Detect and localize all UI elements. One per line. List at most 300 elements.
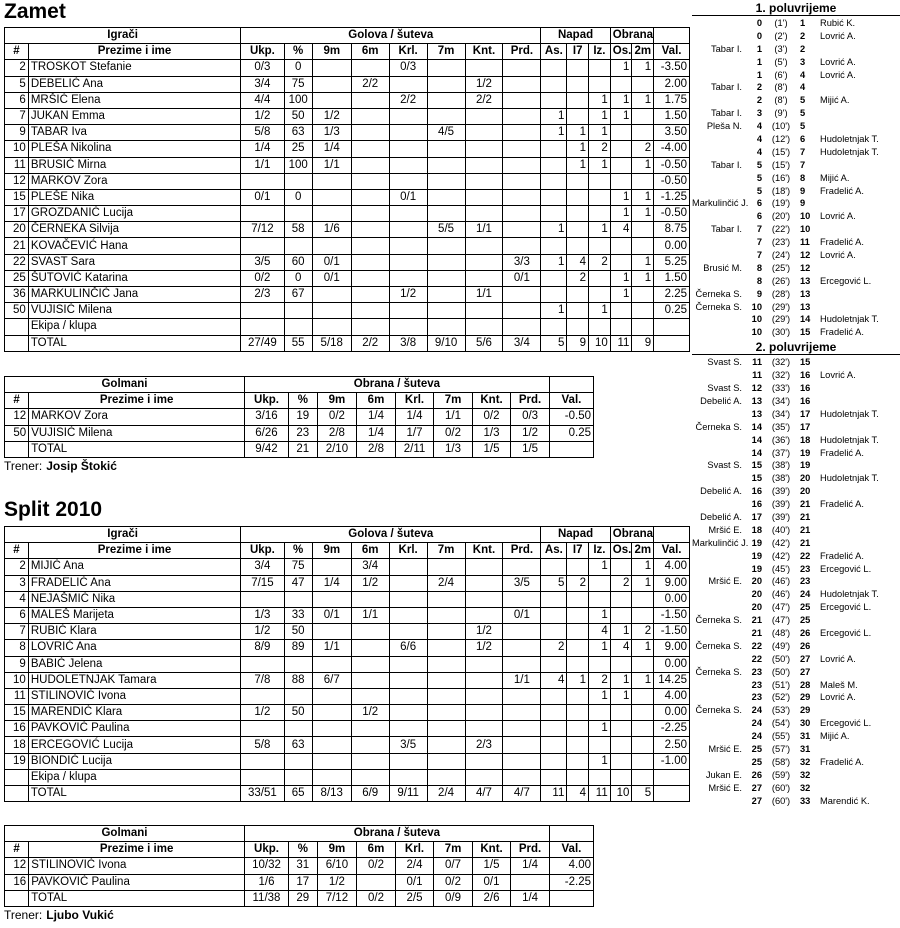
player-row bbox=[5, 688, 690, 704]
stat-cell: 16 bbox=[5, 874, 29, 890]
goal-minute: (32') bbox=[771, 357, 791, 368]
score-home: 5 bbox=[756, 172, 762, 183]
stat-cell: -3.50 bbox=[654, 60, 690, 76]
column-header-prd: Prd. bbox=[503, 543, 541, 559]
stat-cell: 0/1 bbox=[503, 270, 541, 286]
scorer-away: Fradelić A. bbox=[820, 185, 864, 196]
stat-cell bbox=[351, 173, 389, 189]
stat-cell bbox=[312, 559, 351, 575]
stat-cell: 6/6 bbox=[389, 640, 427, 656]
player-row bbox=[5, 705, 690, 721]
stat-cell bbox=[567, 60, 589, 76]
stat-cell bbox=[389, 656, 427, 672]
column-header-prezime: Prezime i ime bbox=[29, 393, 245, 409]
goal-minute: (54') bbox=[771, 718, 791, 729]
player-name: Ekipa / klupa bbox=[28, 319, 240, 335]
score-away: 4 bbox=[800, 69, 806, 80]
total-cell bbox=[654, 786, 690, 802]
column-header-knt: Knt. bbox=[472, 842, 511, 858]
goal-event bbox=[692, 69, 900, 82]
scorer-away: Ercegović L. bbox=[820, 627, 872, 638]
score-away: 2 bbox=[800, 43, 806, 54]
stat-cell bbox=[567, 769, 589, 785]
stat-cell bbox=[589, 270, 611, 286]
scorer-home: Mršić E. bbox=[708, 576, 742, 587]
stat-cell: 1/1 bbox=[434, 409, 473, 425]
total-cell: 0/9 bbox=[434, 890, 473, 906]
score-away: 32 bbox=[800, 769, 811, 780]
stat-cell: 0/1 bbox=[389, 189, 427, 205]
player-row bbox=[5, 575, 690, 591]
stat-cell: 17 bbox=[5, 206, 29, 222]
stat-cell bbox=[610, 769, 632, 785]
stat-cell bbox=[389, 769, 427, 785]
stat-cell bbox=[589, 60, 611, 76]
scorer-away: Hudoletnjak T. bbox=[820, 408, 879, 419]
stat-cell: 1 bbox=[632, 60, 654, 76]
stat-cell bbox=[389, 559, 427, 575]
stat-cell bbox=[427, 640, 465, 656]
stat-cell: 1/2 bbox=[465, 76, 503, 92]
column-header-prd: Prd. bbox=[511, 842, 550, 858]
score-away: 16 bbox=[800, 383, 811, 394]
scorer-away: Hudoletnjak T. bbox=[820, 314, 879, 325]
score-home: 0 bbox=[756, 30, 762, 41]
stat-cell: 89 bbox=[284, 640, 312, 656]
stat-cell bbox=[610, 238, 632, 254]
stat-cell bbox=[632, 319, 654, 335]
column-header-m9: 9m bbox=[312, 44, 351, 60]
score-away: 11 bbox=[800, 237, 810, 248]
stat-cell: 2/8 bbox=[317, 425, 357, 441]
score-away: 16 bbox=[800, 370, 811, 381]
half2-events bbox=[692, 356, 900, 807]
stat-cell bbox=[567, 640, 589, 656]
goal-event bbox=[692, 524, 900, 537]
stat-cell: 19 bbox=[289, 409, 318, 425]
scorer-home: Černeka S. bbox=[695, 640, 742, 651]
player-row bbox=[5, 270, 690, 286]
score-away: 6 bbox=[800, 134, 806, 145]
stat-cell: 1/1 bbox=[312, 157, 351, 173]
stat-cell: 4 bbox=[589, 624, 611, 640]
stat-cell bbox=[541, 287, 567, 303]
column-header-as: As. bbox=[541, 543, 567, 559]
player-name: HUDOLETNJAK Tamara bbox=[28, 672, 240, 688]
score-home: 18 bbox=[751, 524, 762, 535]
stat-cell: 1/2 bbox=[465, 640, 503, 656]
goal-event bbox=[692, 756, 900, 769]
stat-cell: 1/1 bbox=[465, 222, 503, 238]
stat-cell bbox=[503, 206, 541, 222]
stat-cell bbox=[284, 753, 312, 769]
stat-cell: 1 bbox=[632, 189, 654, 205]
stat-cell: 1 bbox=[632, 157, 654, 173]
stat-cell: 1/7 bbox=[395, 425, 434, 441]
stat-cell bbox=[589, 189, 611, 205]
stat-cell bbox=[284, 303, 312, 319]
score-away: 33 bbox=[800, 795, 811, 806]
total-cell: 2/10 bbox=[317, 441, 357, 457]
stat-cell: 23 bbox=[289, 425, 318, 441]
scorer-away: Lovrić A. bbox=[820, 250, 856, 261]
stat-cell: 6 bbox=[5, 607, 29, 623]
score-home: 21 bbox=[751, 627, 762, 638]
total-cell: 2/5 bbox=[395, 890, 434, 906]
goal-minute: (30') bbox=[771, 327, 791, 338]
stat-cell: 1.75 bbox=[654, 92, 690, 108]
stat-cell: 11 bbox=[5, 157, 29, 173]
score-away: 9 bbox=[800, 185, 806, 196]
player-name: TROSKOT Stefanie bbox=[28, 60, 240, 76]
goal-event bbox=[692, 782, 900, 795]
stat-cell: 4.00 bbox=[654, 688, 690, 704]
stat-cell bbox=[567, 591, 589, 607]
stat-cell: 0/3 bbox=[389, 60, 427, 76]
score-away: 32 bbox=[800, 756, 811, 767]
column-header-pct: % bbox=[284, 543, 312, 559]
stat-cell: 8/9 bbox=[241, 640, 284, 656]
stat-cell: 1/2 bbox=[351, 575, 389, 591]
goalkeeper-name: PAVKOVIĆ Paulina bbox=[29, 874, 245, 890]
stat-cell bbox=[541, 60, 567, 76]
stat-cell bbox=[312, 76, 351, 92]
stat-cell: 6/10 bbox=[317, 858, 357, 874]
stat-cell: 1 bbox=[610, 287, 632, 303]
total-cell: 11 bbox=[541, 786, 567, 802]
stat-cell: 1 bbox=[632, 640, 654, 656]
stat-cell bbox=[389, 575, 427, 591]
score-home: 11 bbox=[752, 357, 762, 368]
stat-cell bbox=[465, 254, 503, 270]
goalkeeper-name: STILINOVIĆ Ivona bbox=[29, 858, 245, 874]
goal-minute: (36') bbox=[771, 434, 791, 445]
player-name: MRŠIĆ Elena bbox=[28, 92, 240, 108]
stat-cell bbox=[632, 125, 654, 141]
column-header-num: # bbox=[5, 543, 29, 559]
stat-cell: 1 bbox=[589, 559, 611, 575]
score-away: 31 bbox=[800, 743, 811, 754]
stat-cell: 2 bbox=[589, 672, 611, 688]
stat-cell: 1 bbox=[589, 222, 611, 238]
total-cell: 21 bbox=[289, 441, 318, 457]
coach-label: Trener: bbox=[4, 459, 43, 473]
stat-cell: 75 bbox=[284, 559, 312, 575]
stat-cell: 21 bbox=[5, 238, 29, 254]
score-home: 7 bbox=[756, 237, 762, 248]
stat-cell: 1 bbox=[541, 303, 567, 319]
stat-cell: 1 bbox=[610, 92, 632, 108]
total-cell: 1/5 bbox=[472, 441, 511, 457]
score-away: 12 bbox=[800, 250, 811, 261]
stat-cell: 25 bbox=[284, 141, 312, 157]
stat-cell bbox=[312, 92, 351, 108]
stat-cell bbox=[541, 721, 567, 737]
stat-cell bbox=[312, 721, 351, 737]
score-home: 7 bbox=[756, 224, 762, 235]
stat-cell: 12 bbox=[5, 173, 29, 189]
score-home: 25 bbox=[751, 743, 762, 754]
scorer-home: Tabar I. bbox=[710, 82, 742, 93]
score-home: 12 bbox=[751, 383, 762, 394]
stat-cell bbox=[610, 721, 632, 737]
stat-cell: 1.50 bbox=[654, 108, 690, 124]
score-away: 21 bbox=[800, 511, 811, 522]
total-cell: 55 bbox=[284, 335, 312, 351]
scorer-away: Lovrić A. bbox=[820, 30, 856, 41]
goal-event bbox=[692, 159, 900, 172]
score-home: 27 bbox=[751, 795, 762, 806]
stat-cell: 9.00 bbox=[654, 575, 690, 591]
stat-cell: 2 bbox=[541, 640, 567, 656]
stat-cell: 3/4 bbox=[241, 76, 284, 92]
stat-cell bbox=[465, 705, 503, 721]
stat-cell bbox=[351, 189, 389, 205]
player-name: PLEŠA Nikolina bbox=[28, 141, 240, 157]
stat-cell bbox=[312, 173, 351, 189]
stat-cell: 1 bbox=[541, 254, 567, 270]
stat-cell bbox=[632, 737, 654, 753]
score-away: 1 bbox=[800, 18, 806, 28]
scorer-home: Svast S. bbox=[707, 460, 742, 471]
goal-event bbox=[692, 472, 900, 485]
score-home: 17 bbox=[751, 511, 762, 522]
score-home: 10 bbox=[751, 327, 762, 338]
goal-minute: (53') bbox=[771, 705, 791, 716]
column-header-val: Val. bbox=[549, 842, 593, 858]
stat-cell: 3/16 bbox=[244, 409, 288, 425]
half2-title: 2. poluvrijeme bbox=[692, 341, 900, 355]
stat-cell bbox=[427, 108, 465, 124]
score-away: 21 bbox=[800, 524, 811, 535]
goal-event bbox=[692, 459, 900, 472]
column-header-m9: 9m bbox=[317, 842, 357, 858]
stat-cell: 1 bbox=[610, 206, 632, 222]
scorer-home: Jukan E. bbox=[705, 769, 742, 780]
stat-cell bbox=[503, 737, 541, 753]
stat-cell bbox=[632, 607, 654, 623]
column-header-m9: 9m bbox=[312, 543, 351, 559]
stat-cell bbox=[541, 705, 567, 721]
stat-cell bbox=[427, 60, 465, 76]
stat-cell: -1.50 bbox=[654, 624, 690, 640]
stat-cell: 1 bbox=[589, 157, 611, 173]
scorer-away: Ercegović L. bbox=[820, 275, 872, 286]
stat-cell: 1/4 bbox=[395, 409, 434, 425]
stat-cell bbox=[351, 591, 389, 607]
stat-cell bbox=[541, 173, 567, 189]
stat-cell bbox=[351, 303, 389, 319]
stat-cell bbox=[610, 607, 632, 623]
player-row bbox=[5, 60, 690, 76]
stat-cell bbox=[503, 108, 541, 124]
gk-group-header-row bbox=[5, 377, 594, 393]
stat-cell bbox=[465, 157, 503, 173]
goal-event bbox=[692, 275, 900, 288]
stat-cell: 75 bbox=[284, 76, 312, 92]
score-away: 5 bbox=[800, 108, 806, 119]
stat-cell bbox=[503, 721, 541, 737]
column-header-knt: Knt. bbox=[472, 393, 511, 409]
stat-cell: 1 bbox=[541, 125, 567, 141]
stat-cell bbox=[541, 769, 567, 785]
stat-cell bbox=[351, 270, 389, 286]
stat-cell bbox=[632, 656, 654, 672]
goal-minute: (1') bbox=[774, 18, 788, 28]
stat-cell: 50 bbox=[5, 303, 29, 319]
stat-cell: 0/1 bbox=[472, 874, 511, 890]
stat-cell: 3/5 bbox=[503, 575, 541, 591]
stat-cell bbox=[567, 737, 589, 753]
column-header-num: # bbox=[5, 393, 29, 409]
stat-cell bbox=[465, 575, 503, 591]
stat-cell bbox=[465, 721, 503, 737]
stat-cell bbox=[589, 76, 611, 92]
stat-cell bbox=[427, 254, 465, 270]
stat-cell: 1 bbox=[632, 206, 654, 222]
stat-cell bbox=[610, 157, 632, 173]
goal-minute: (33') bbox=[771, 383, 791, 394]
player-name: MARENDIĆ Klara bbox=[28, 705, 240, 721]
stat-cell: 88 bbox=[284, 672, 312, 688]
score-home: 8 bbox=[756, 262, 762, 273]
goalkeeper-name: VUJISIĆ Milena bbox=[29, 425, 245, 441]
stat-cell: 0/2 bbox=[434, 874, 473, 890]
column-header-m7: 7m bbox=[427, 44, 465, 60]
stat-cell bbox=[389, 753, 427, 769]
stat-cell: 1/2 bbox=[465, 624, 503, 640]
stat-cell bbox=[541, 688, 567, 704]
goal-minute: (32') bbox=[771, 370, 791, 381]
stat-cell bbox=[632, 303, 654, 319]
stat-cell: 16 bbox=[5, 721, 29, 737]
goal-minute: (47') bbox=[771, 615, 791, 626]
total-label: TOTAL bbox=[28, 786, 240, 802]
column-header-ukp: Ukp. bbox=[244, 842, 288, 858]
stat-cell bbox=[567, 607, 589, 623]
goal-minute: (29') bbox=[771, 301, 791, 312]
column-header-iz: Iz. bbox=[589, 44, 611, 60]
stat-cell: 1 bbox=[541, 108, 567, 124]
stat-cell bbox=[312, 591, 351, 607]
stat-cell: 4/4 bbox=[241, 92, 284, 108]
goal-minute: (34') bbox=[771, 408, 791, 419]
stat-cell bbox=[427, 559, 465, 575]
goal-event bbox=[692, 133, 900, 146]
total-cell bbox=[549, 441, 593, 457]
stat-cell bbox=[567, 688, 589, 704]
goal-minute: (39') bbox=[771, 486, 791, 497]
stat-cell bbox=[610, 254, 632, 270]
stat-cell bbox=[589, 656, 611, 672]
total-cell: 9 bbox=[567, 335, 589, 351]
player-name: Ekipa / klupa bbox=[28, 769, 240, 785]
column-header-knt: Knt. bbox=[465, 543, 503, 559]
score-away: 31 bbox=[800, 731, 811, 742]
stat-cell: 1/1 bbox=[503, 672, 541, 688]
stat-cell bbox=[351, 222, 389, 238]
goal-minute: (39') bbox=[771, 499, 791, 510]
stat-cell: 1 bbox=[632, 92, 654, 108]
scorer-away: Ercegović L. bbox=[820, 563, 872, 574]
stat-cell bbox=[567, 303, 589, 319]
player-row bbox=[5, 559, 690, 575]
stat-cell: 2 bbox=[589, 254, 611, 270]
score-home: 14 bbox=[751, 447, 762, 458]
stat-cell bbox=[351, 640, 389, 656]
stat-cell bbox=[312, 624, 351, 640]
score-home: 13 bbox=[751, 395, 762, 406]
stat-cell: 63 bbox=[284, 125, 312, 141]
stat-cell: 10 bbox=[5, 672, 29, 688]
score-home: 4 bbox=[756, 134, 762, 145]
column-header-krl: Krl. bbox=[395, 842, 434, 858]
stat-cell: 63 bbox=[284, 737, 312, 753]
goal-minute: (47') bbox=[771, 602, 791, 613]
stat-cell: 1 bbox=[610, 60, 632, 76]
score-away: 10 bbox=[800, 224, 811, 235]
stat-cell: 5/5 bbox=[427, 222, 465, 238]
goal-minute: (6') bbox=[774, 69, 788, 80]
stat-cell: 0.00 bbox=[654, 705, 690, 721]
stat-cell bbox=[610, 753, 632, 769]
goal-event bbox=[692, 627, 900, 640]
stat-cell: 1/1 bbox=[241, 157, 284, 173]
column-header-i7: I7 bbox=[567, 543, 589, 559]
stat-cell bbox=[427, 303, 465, 319]
stat-cell: 9 bbox=[5, 656, 29, 672]
stat-cell bbox=[503, 656, 541, 672]
score-away: 19 bbox=[800, 447, 811, 458]
stat-cell bbox=[632, 721, 654, 737]
stat-cell bbox=[351, 108, 389, 124]
goal-minute: (24') bbox=[771, 250, 791, 261]
goal-minute: (46') bbox=[771, 576, 791, 587]
scorer-home: Černeka S. bbox=[695, 288, 742, 299]
stat-cell: 1/1 bbox=[312, 640, 351, 656]
stat-cell bbox=[351, 753, 389, 769]
goal-minute: (8') bbox=[774, 95, 788, 106]
stat-cell bbox=[312, 287, 351, 303]
stat-cell bbox=[541, 238, 567, 254]
stat-cell: 1 bbox=[567, 157, 589, 173]
stat-cell bbox=[427, 624, 465, 640]
score-away: 7 bbox=[800, 159, 806, 170]
stat-cell bbox=[589, 173, 611, 189]
scorer-away: Lovrić A. bbox=[820, 69, 856, 80]
stat-cell bbox=[427, 238, 465, 254]
score-home: 13 bbox=[751, 408, 762, 419]
stat-cell bbox=[389, 141, 427, 157]
scorer-home: Debelić A. bbox=[700, 511, 742, 522]
total-cell: 10 bbox=[589, 335, 611, 351]
stat-cell: 0/1 bbox=[241, 189, 284, 205]
goal-event bbox=[692, 301, 900, 314]
goal-event bbox=[692, 614, 900, 627]
goal-event bbox=[692, 563, 900, 576]
player-name: VUJISIĆ Milena bbox=[28, 303, 240, 319]
total-cell: 33/51 bbox=[241, 786, 284, 802]
group-header-napad: Napad bbox=[541, 527, 610, 543]
goal-event bbox=[692, 107, 900, 120]
header-spacer bbox=[654, 527, 690, 543]
stat-cell: 0.00 bbox=[654, 591, 690, 607]
stat-cell: 0/3 bbox=[511, 409, 550, 425]
stat-cell bbox=[465, 672, 503, 688]
stat-cell: 2.00 bbox=[654, 76, 690, 92]
stat-cell: 2/2 bbox=[351, 76, 389, 92]
goal-minute: (59') bbox=[771, 769, 791, 780]
